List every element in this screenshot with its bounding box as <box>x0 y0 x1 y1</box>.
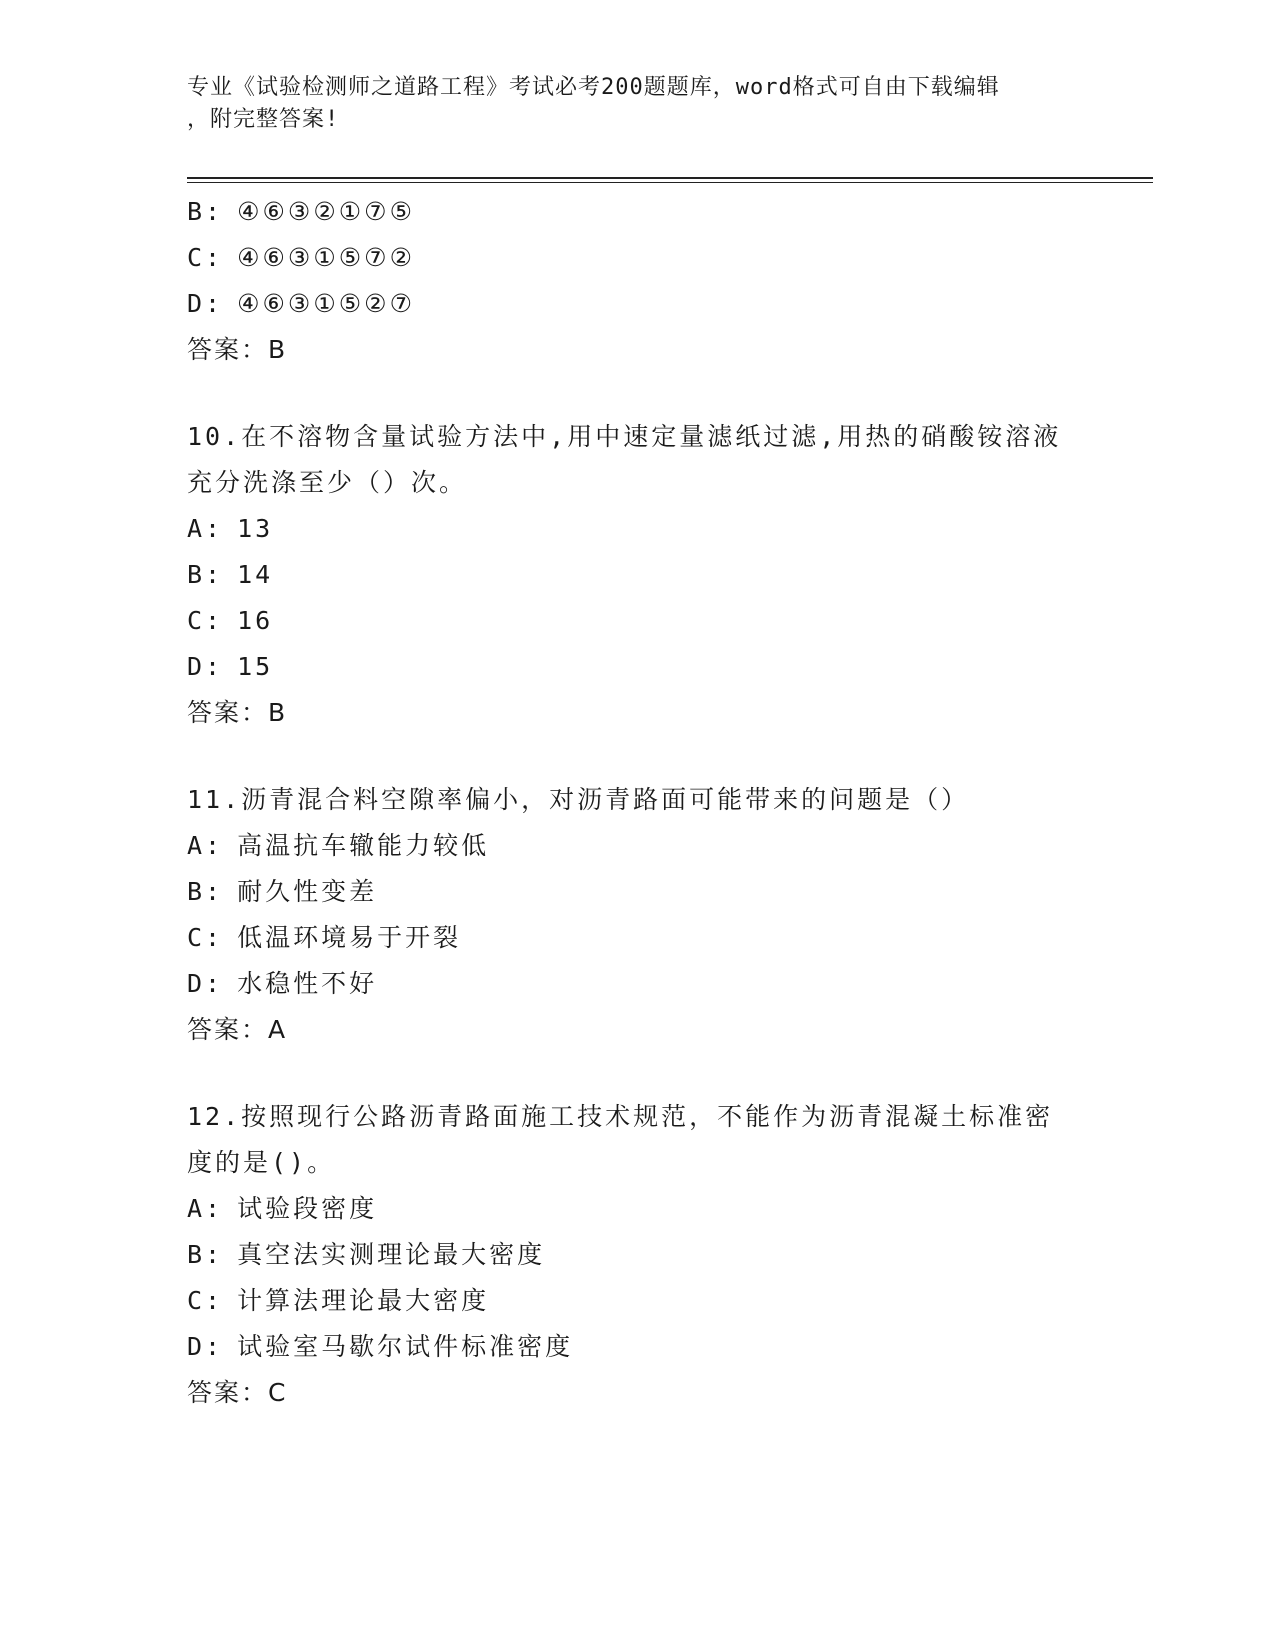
option-c: C: ④⑥③①⑤⑦② <box>187 243 415 272</box>
question-text-line1: 11.沥青混合料空隙率偏小，对沥青路面可能带来的问题是（） <box>187 785 970 814</box>
option-b: B: 14 <box>187 560 274 589</box>
answer-line: 答案：B <box>187 335 288 364</box>
option-d: D: 水稳性不好 <box>187 969 378 998</box>
question-block-12 <box>187 1094 1087 1416</box>
header-rule-thin <box>187 182 1153 183</box>
answer-line: 答案：C <box>187 1378 288 1407</box>
question-block-10 <box>187 414 1087 736</box>
question-list <box>187 189 1087 1416</box>
option-d: D: 试验室马歇尔试件标准密度 <box>187 1332 574 1361</box>
header-title-line1: 专业《试验检测师之道路工程》考试必考200题题库，word格式可自由下载编辑 <box>187 75 1000 100</box>
option-d: D: ④⑥③①⑤②⑦ <box>187 289 415 318</box>
option-b: B: 耐久性变差 <box>187 877 378 906</box>
option-b: B: 真空法实测理论最大密度 <box>187 1240 546 1269</box>
document-header <box>187 72 1067 136</box>
option-a: A: 高温抗车辙能力较低 <box>187 831 490 860</box>
option-c: C: 低温环境易于开裂 <box>187 923 462 952</box>
question-text-line1: 12.按照现行公路沥青路面施工技术规范，不能作为沥青混凝土标准密 <box>187 1102 1054 1131</box>
question-block-11 <box>187 777 1087 1053</box>
question-text-line2: 度的是()。 <box>187 1148 336 1177</box>
option-d: D: 15 <box>187 652 274 681</box>
header-title-line2: ，附完整答案! <box>187 107 340 132</box>
option-c: C: 16 <box>187 606 274 635</box>
question-text-line1: 10.在不溶物含量试验方法中,用中速定量滤纸过滤,用热的硝酸铵溶液 <box>187 422 1062 451</box>
question-text-line2: 充分洗涤至少（）次。 <box>187 468 468 497</box>
answer-line: 答案：B <box>187 698 288 727</box>
answer-line: 答案：A <box>187 1015 288 1044</box>
option-a: A: 13 <box>187 514 274 543</box>
option-b: B: ④⑥③②①⑦⑤ <box>187 197 415 226</box>
option-a: A: 试验段密度 <box>187 1194 378 1223</box>
question-block-9 <box>187 189 1087 373</box>
option-c: C: 计算法理论最大密度 <box>187 1286 490 1315</box>
header-rule-thick <box>187 177 1153 179</box>
